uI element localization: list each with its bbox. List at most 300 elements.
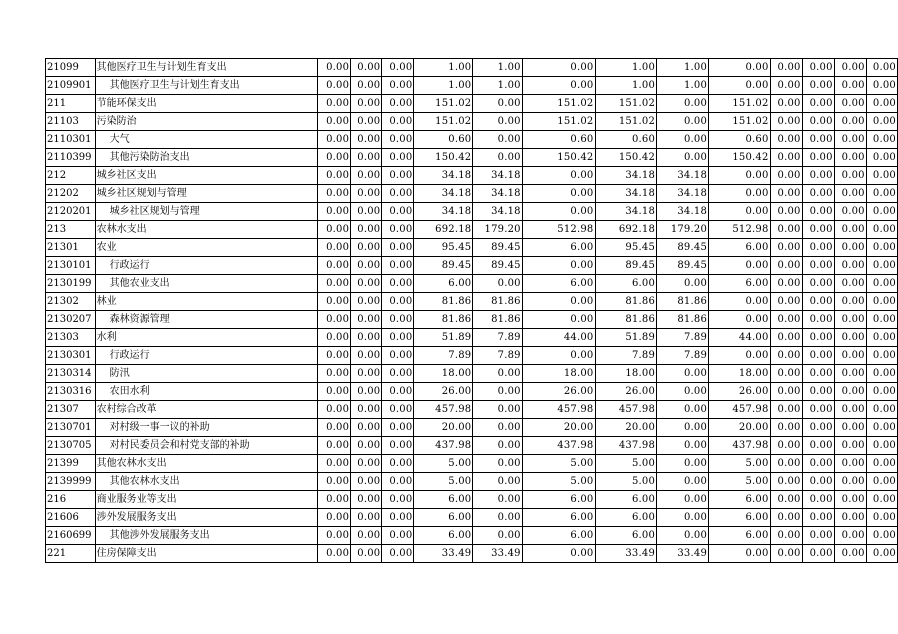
row-value: 34.18 — [595, 167, 657, 185]
row-value: 0.00 — [318, 257, 351, 275]
table-body — [46, 59, 898, 563]
row-value: 0.00 — [351, 113, 382, 131]
row-value: 0.00 — [318, 509, 351, 527]
row-value: 0.00 — [351, 509, 382, 527]
row-value: 437.98 — [709, 437, 771, 455]
row-value: 151.02 — [595, 95, 657, 113]
row-name: 城乡社区支出 — [95, 167, 318, 185]
row-code: 221 — [46, 545, 96, 563]
row-value: 179.20 — [473, 221, 522, 239]
row-value: 0.00 — [866, 167, 897, 185]
row-value: 26.00 — [595, 383, 657, 401]
row-value: 51.89 — [595, 329, 657, 347]
row-value: 0.60 — [595, 131, 657, 149]
row-value: 0.00 — [834, 491, 866, 509]
row-value: 0.00 — [834, 293, 866, 311]
row-value: 0.00 — [382, 383, 414, 401]
row-value: 0.00 — [866, 185, 897, 203]
row-value: 457.98 — [595, 401, 657, 419]
row-value: 34.18 — [414, 167, 473, 185]
row-value: 0.00 — [522, 347, 595, 365]
row-value: 0.00 — [382, 365, 414, 383]
row-name: 商业服务业等支出 — [95, 491, 318, 509]
row-code: 2110301 — [46, 131, 96, 149]
row-value: 0.00 — [770, 545, 802, 563]
row-value: 0.00 — [802, 383, 834, 401]
row-value: 0.00 — [351, 149, 382, 167]
row-value: 0.00 — [351, 59, 382, 77]
row-value: 150.42 — [414, 149, 473, 167]
row-value: 0.00 — [351, 437, 382, 455]
row-value: 0.00 — [802, 113, 834, 131]
row-code: 21399 — [46, 455, 96, 473]
row-value: 457.98 — [414, 401, 473, 419]
row-value: 151.02 — [522, 113, 595, 131]
row-value: 0.00 — [657, 473, 709, 491]
row-value: 0.00 — [382, 509, 414, 527]
row-value: 0.00 — [318, 77, 351, 95]
row-name: 农林水支出 — [95, 221, 318, 239]
row-value: 0.00 — [770, 347, 802, 365]
row-value: 0.00 — [351, 329, 382, 347]
row-value: 0.00 — [318, 185, 351, 203]
row-value: 0.00 — [834, 545, 866, 563]
row-value: 0.00 — [802, 329, 834, 347]
table-row — [46, 149, 898, 167]
row-value: 0.00 — [382, 329, 414, 347]
row-name: 城乡社区规划与管理 — [95, 203, 318, 221]
row-value: 0.00 — [318, 419, 351, 437]
row-name: 其他涉外发展服务支出 — [95, 527, 318, 545]
row-value: 6.00 — [522, 275, 595, 293]
row-name: 农田水利 — [95, 383, 318, 401]
row-value: 0.00 — [657, 131, 709, 149]
row-value: 151.02 — [595, 113, 657, 131]
row-value: 34.18 — [414, 185, 473, 203]
row-value: 0.00 — [802, 293, 834, 311]
row-value: 0.00 — [382, 311, 414, 329]
row-value: 0.00 — [770, 293, 802, 311]
row-value: 0.00 — [382, 185, 414, 203]
row-value: 20.00 — [709, 419, 771, 437]
row-value: 0.00 — [709, 545, 771, 563]
row-value: 0.00 — [382, 77, 414, 95]
table-row — [46, 59, 898, 77]
row-value: 0.00 — [382, 149, 414, 167]
row-value: 89.45 — [414, 257, 473, 275]
table-row — [46, 401, 898, 419]
row-name: 污染防治 — [95, 113, 318, 131]
row-value: 0.00 — [473, 275, 522, 293]
row-value: 7.89 — [657, 347, 709, 365]
row-value: 0.00 — [473, 131, 522, 149]
row-value: 5.00 — [595, 473, 657, 491]
table-row — [46, 473, 898, 491]
row-value: 0.00 — [657, 491, 709, 509]
row-value: 89.45 — [657, 257, 709, 275]
row-code: 2130199 — [46, 275, 96, 293]
row-value: 0.00 — [657, 401, 709, 419]
row-code: 2139999 — [46, 473, 96, 491]
row-value: 34.18 — [473, 167, 522, 185]
row-value: 0.00 — [709, 77, 771, 95]
row-value: 0.00 — [834, 365, 866, 383]
row-value: 0.00 — [866, 401, 897, 419]
row-value: 0.00 — [522, 203, 595, 221]
row-value: 89.45 — [595, 257, 657, 275]
row-value: 0.00 — [770, 203, 802, 221]
row-value: 0.00 — [834, 455, 866, 473]
row-value: 0.00 — [866, 275, 897, 293]
row-name: 其他农林水支出 — [95, 455, 318, 473]
table-row — [46, 347, 898, 365]
row-value: 151.02 — [709, 95, 771, 113]
table-row — [46, 419, 898, 437]
row-value: 0.00 — [351, 491, 382, 509]
row-code: 21606 — [46, 509, 96, 527]
row-value: 0.00 — [866, 509, 897, 527]
row-value: 0.00 — [382, 491, 414, 509]
row-value: 0.00 — [351, 419, 382, 437]
row-value: 0.00 — [866, 419, 897, 437]
budget-table — [45, 58, 898, 563]
row-value: 7.89 — [657, 329, 709, 347]
row-value: 0.00 — [802, 401, 834, 419]
row-value: 150.42 — [522, 149, 595, 167]
row-value: 0.00 — [657, 365, 709, 383]
row-value: 0.00 — [351, 401, 382, 419]
row-value: 0.00 — [657, 527, 709, 545]
row-value: 0.00 — [382, 437, 414, 455]
row-value: 0.00 — [318, 365, 351, 383]
row-value: 0.00 — [709, 167, 771, 185]
row-value: 0.00 — [522, 185, 595, 203]
row-value: 0.00 — [866, 545, 897, 563]
row-value: 0.00 — [866, 131, 897, 149]
row-value: 18.00 — [595, 365, 657, 383]
row-value: 0.00 — [834, 347, 866, 365]
row-value: 34.18 — [595, 185, 657, 203]
row-value: 0.00 — [657, 455, 709, 473]
row-name: 森林资源管理 — [95, 311, 318, 329]
row-value: 0.00 — [802, 347, 834, 365]
row-value: 0.00 — [834, 131, 866, 149]
row-value: 0.00 — [522, 167, 595, 185]
row-code: 211 — [46, 95, 96, 113]
row-name: 涉外发展服务支出 — [95, 509, 318, 527]
row-value: 0.00 — [834, 401, 866, 419]
table-row — [46, 311, 898, 329]
row-value: 26.00 — [414, 383, 473, 401]
row-value: 0.00 — [318, 455, 351, 473]
row-value: 6.00 — [595, 509, 657, 527]
row-value: 0.00 — [351, 455, 382, 473]
row-value: 0.00 — [318, 437, 351, 455]
row-code: 2109901 — [46, 77, 96, 95]
table-row — [46, 527, 898, 545]
row-value: 0.00 — [318, 347, 351, 365]
row-value: 0.00 — [866, 383, 897, 401]
row-code: 2130101 — [46, 257, 96, 275]
row-value: 0.00 — [318, 275, 351, 293]
row-value: 0.00 — [318, 221, 351, 239]
row-name: 对村民委员会和村党支部的补助 — [95, 437, 318, 455]
table-row — [46, 509, 898, 527]
row-value: 5.00 — [414, 473, 473, 491]
row-value: 0.00 — [834, 473, 866, 491]
row-value: 0.00 — [351, 167, 382, 185]
row-value: 81.86 — [657, 293, 709, 311]
row-value: 6.00 — [595, 527, 657, 545]
row-value: 0.00 — [382, 257, 414, 275]
row-value: 0.00 — [866, 437, 897, 455]
row-value: 0.00 — [318, 329, 351, 347]
row-value: 6.00 — [709, 239, 771, 257]
row-value: 1.00 — [657, 59, 709, 77]
row-code: 2130301 — [46, 347, 96, 365]
row-value: 1.00 — [414, 59, 473, 77]
row-value: 437.98 — [414, 437, 473, 455]
row-value: 44.00 — [709, 329, 771, 347]
row-value: 0.00 — [802, 167, 834, 185]
row-value: 0.00 — [770, 275, 802, 293]
row-value: 0.00 — [318, 401, 351, 419]
row-name: 其他农林水支出 — [95, 473, 318, 491]
row-value: 0.00 — [709, 185, 771, 203]
row-value: 0.00 — [657, 113, 709, 131]
row-value: 0.00 — [382, 455, 414, 473]
row-name: 水利 — [95, 329, 318, 347]
row-value: 0.00 — [657, 419, 709, 437]
row-value: 0.00 — [657, 275, 709, 293]
row-value: 0.00 — [382, 419, 414, 437]
row-value: 512.98 — [709, 221, 771, 239]
row-value: 0.00 — [657, 437, 709, 455]
row-value: 6.00 — [414, 491, 473, 509]
row-value: 0.00 — [473, 149, 522, 167]
row-value: 0.60 — [414, 131, 473, 149]
row-code: 21301 — [46, 239, 96, 257]
row-value: 0.00 — [834, 527, 866, 545]
row-value: 0.00 — [834, 95, 866, 113]
row-value: 0.00 — [351, 311, 382, 329]
row-value: 151.02 — [522, 95, 595, 113]
row-value: 0.00 — [318, 203, 351, 221]
row-value: 6.00 — [709, 491, 771, 509]
table-row — [46, 383, 898, 401]
row-value: 0.00 — [770, 77, 802, 95]
row-value: 0.00 — [318, 131, 351, 149]
row-value: 0.00 — [318, 239, 351, 257]
row-value: 0.00 — [522, 311, 595, 329]
row-value: 0.00 — [802, 473, 834, 491]
row-value: 0.00 — [802, 257, 834, 275]
row-value: 0.00 — [473, 95, 522, 113]
row-value: 18.00 — [414, 365, 473, 383]
row-name: 大气 — [95, 131, 318, 149]
row-value: 7.89 — [473, 347, 522, 365]
row-name: 其他农业支出 — [95, 275, 318, 293]
row-value: 0.00 — [351, 527, 382, 545]
row-value: 0.00 — [382, 221, 414, 239]
row-value: 0.00 — [382, 347, 414, 365]
row-value: 0.00 — [866, 239, 897, 257]
row-name: 其他医疗卫生与计划生育支出 — [95, 59, 318, 77]
row-value: 0.00 — [802, 185, 834, 203]
row-value: 0.00 — [709, 311, 771, 329]
row-value: 7.89 — [595, 347, 657, 365]
row-value: 34.18 — [414, 203, 473, 221]
row-value: 0.00 — [318, 491, 351, 509]
row-value: 34.18 — [657, 203, 709, 221]
row-code: 2130316 — [46, 383, 96, 401]
row-value: 0.00 — [382, 95, 414, 113]
row-value: 18.00 — [709, 365, 771, 383]
row-value: 0.00 — [834, 113, 866, 131]
row-code: 216 — [46, 491, 96, 509]
row-value: 0.00 — [834, 419, 866, 437]
row-value: 0.00 — [522, 77, 595, 95]
row-value: 437.98 — [595, 437, 657, 455]
row-code: 2130705 — [46, 437, 96, 455]
row-code: 21202 — [46, 185, 96, 203]
table-row — [46, 77, 898, 95]
row-value: 0.00 — [770, 509, 802, 527]
row-value: 5.00 — [414, 455, 473, 473]
row-value: 0.00 — [351, 239, 382, 257]
row-value: 0.00 — [770, 257, 802, 275]
row-code: 21307 — [46, 401, 96, 419]
row-code: 2160699 — [46, 527, 96, 545]
row-value: 44.00 — [522, 329, 595, 347]
row-value: 20.00 — [595, 419, 657, 437]
row-value: 0.00 — [834, 203, 866, 221]
row-value: 0.00 — [866, 203, 897, 221]
row-value: 0.00 — [318, 95, 351, 113]
row-value: 0.00 — [834, 383, 866, 401]
row-value: 0.00 — [473, 491, 522, 509]
row-value: 0.00 — [770, 473, 802, 491]
row-value: 1.00 — [595, 59, 657, 77]
row-value: 33.49 — [595, 545, 657, 563]
row-value: 0.00 — [382, 203, 414, 221]
row-value: 0.00 — [866, 113, 897, 131]
row-value: 0.00 — [382, 113, 414, 131]
row-value: 33.49 — [414, 545, 473, 563]
row-value: 0.00 — [318, 149, 351, 167]
row-value: 0.00 — [473, 509, 522, 527]
row-value: 6.00 — [595, 275, 657, 293]
row-value: 0.00 — [834, 167, 866, 185]
row-value: 0.00 — [770, 131, 802, 149]
row-value: 151.02 — [414, 113, 473, 131]
row-value: 33.49 — [473, 545, 522, 563]
row-value: 0.00 — [382, 167, 414, 185]
row-value: 0.00 — [866, 293, 897, 311]
table-row — [46, 257, 898, 275]
row-value: 0.00 — [473, 527, 522, 545]
row-value: 0.00 — [802, 365, 834, 383]
row-value: 0.00 — [770, 401, 802, 419]
row-value: 0.00 — [802, 509, 834, 527]
row-value: 0.00 — [522, 545, 595, 563]
row-value: 0.00 — [351, 365, 382, 383]
row-value: 0.00 — [802, 59, 834, 77]
row-value: 81.86 — [657, 311, 709, 329]
row-value: 81.86 — [473, 293, 522, 311]
row-value: 179.20 — [657, 221, 709, 239]
row-value: 6.00 — [522, 527, 595, 545]
row-value: 6.00 — [414, 509, 473, 527]
row-value: 6.00 — [709, 509, 771, 527]
row-value: 0.00 — [318, 59, 351, 77]
row-value: 0.00 — [834, 329, 866, 347]
row-value: 1.00 — [473, 59, 522, 77]
row-value: 0.00 — [802, 149, 834, 167]
row-value: 0.00 — [318, 527, 351, 545]
row-value: 0.00 — [657, 149, 709, 167]
row-value: 0.00 — [770, 59, 802, 77]
row-value: 0.00 — [382, 473, 414, 491]
row-value: 150.42 — [595, 149, 657, 167]
row-value: 0.00 — [802, 491, 834, 509]
row-value: 0.00 — [473, 455, 522, 473]
row-value: 51.89 — [414, 329, 473, 347]
row-value: 0.00 — [834, 437, 866, 455]
row-value: 81.86 — [414, 311, 473, 329]
row-value: 0.00 — [318, 545, 351, 563]
row-value: 6.00 — [414, 527, 473, 545]
row-value: 7.89 — [414, 347, 473, 365]
row-value: 89.45 — [473, 239, 522, 257]
row-value: 0.00 — [351, 293, 382, 311]
row-value: 0.00 — [866, 329, 897, 347]
row-value: 0.00 — [802, 311, 834, 329]
row-value: 0.00 — [802, 77, 834, 95]
row-value: 692.18 — [595, 221, 657, 239]
row-value: 0.00 — [382, 131, 414, 149]
row-value: 34.18 — [473, 185, 522, 203]
row-value: 0.00 — [709, 257, 771, 275]
row-name: 农业 — [95, 239, 318, 257]
row-value: 0.00 — [866, 59, 897, 77]
row-value: 81.86 — [595, 293, 657, 311]
row-value: 0.00 — [866, 347, 897, 365]
row-value: 0.00 — [657, 509, 709, 527]
row-value: 7.89 — [473, 329, 522, 347]
row-code: 21099 — [46, 59, 96, 77]
row-value: 0.00 — [834, 509, 866, 527]
row-code: 21303 — [46, 329, 96, 347]
row-value: 0.00 — [770, 113, 802, 131]
row-name: 节能环保支出 — [95, 95, 318, 113]
row-value: 0.00 — [866, 455, 897, 473]
row-value: 0.00 — [802, 437, 834, 455]
row-value: 0.00 — [834, 221, 866, 239]
row-value: 0.00 — [657, 95, 709, 113]
row-value: 0.00 — [770, 239, 802, 257]
row-code: 2120201 — [46, 203, 96, 221]
row-value: 0.00 — [351, 473, 382, 491]
row-value: 0.00 — [770, 437, 802, 455]
row-value: 0.00 — [522, 293, 595, 311]
table-row — [46, 545, 898, 563]
row-value: 0.00 — [770, 527, 802, 545]
row-value: 0.00 — [866, 527, 897, 545]
row-value: 0.00 — [802, 455, 834, 473]
row-value: 0.00 — [522, 257, 595, 275]
row-value: 34.18 — [473, 203, 522, 221]
